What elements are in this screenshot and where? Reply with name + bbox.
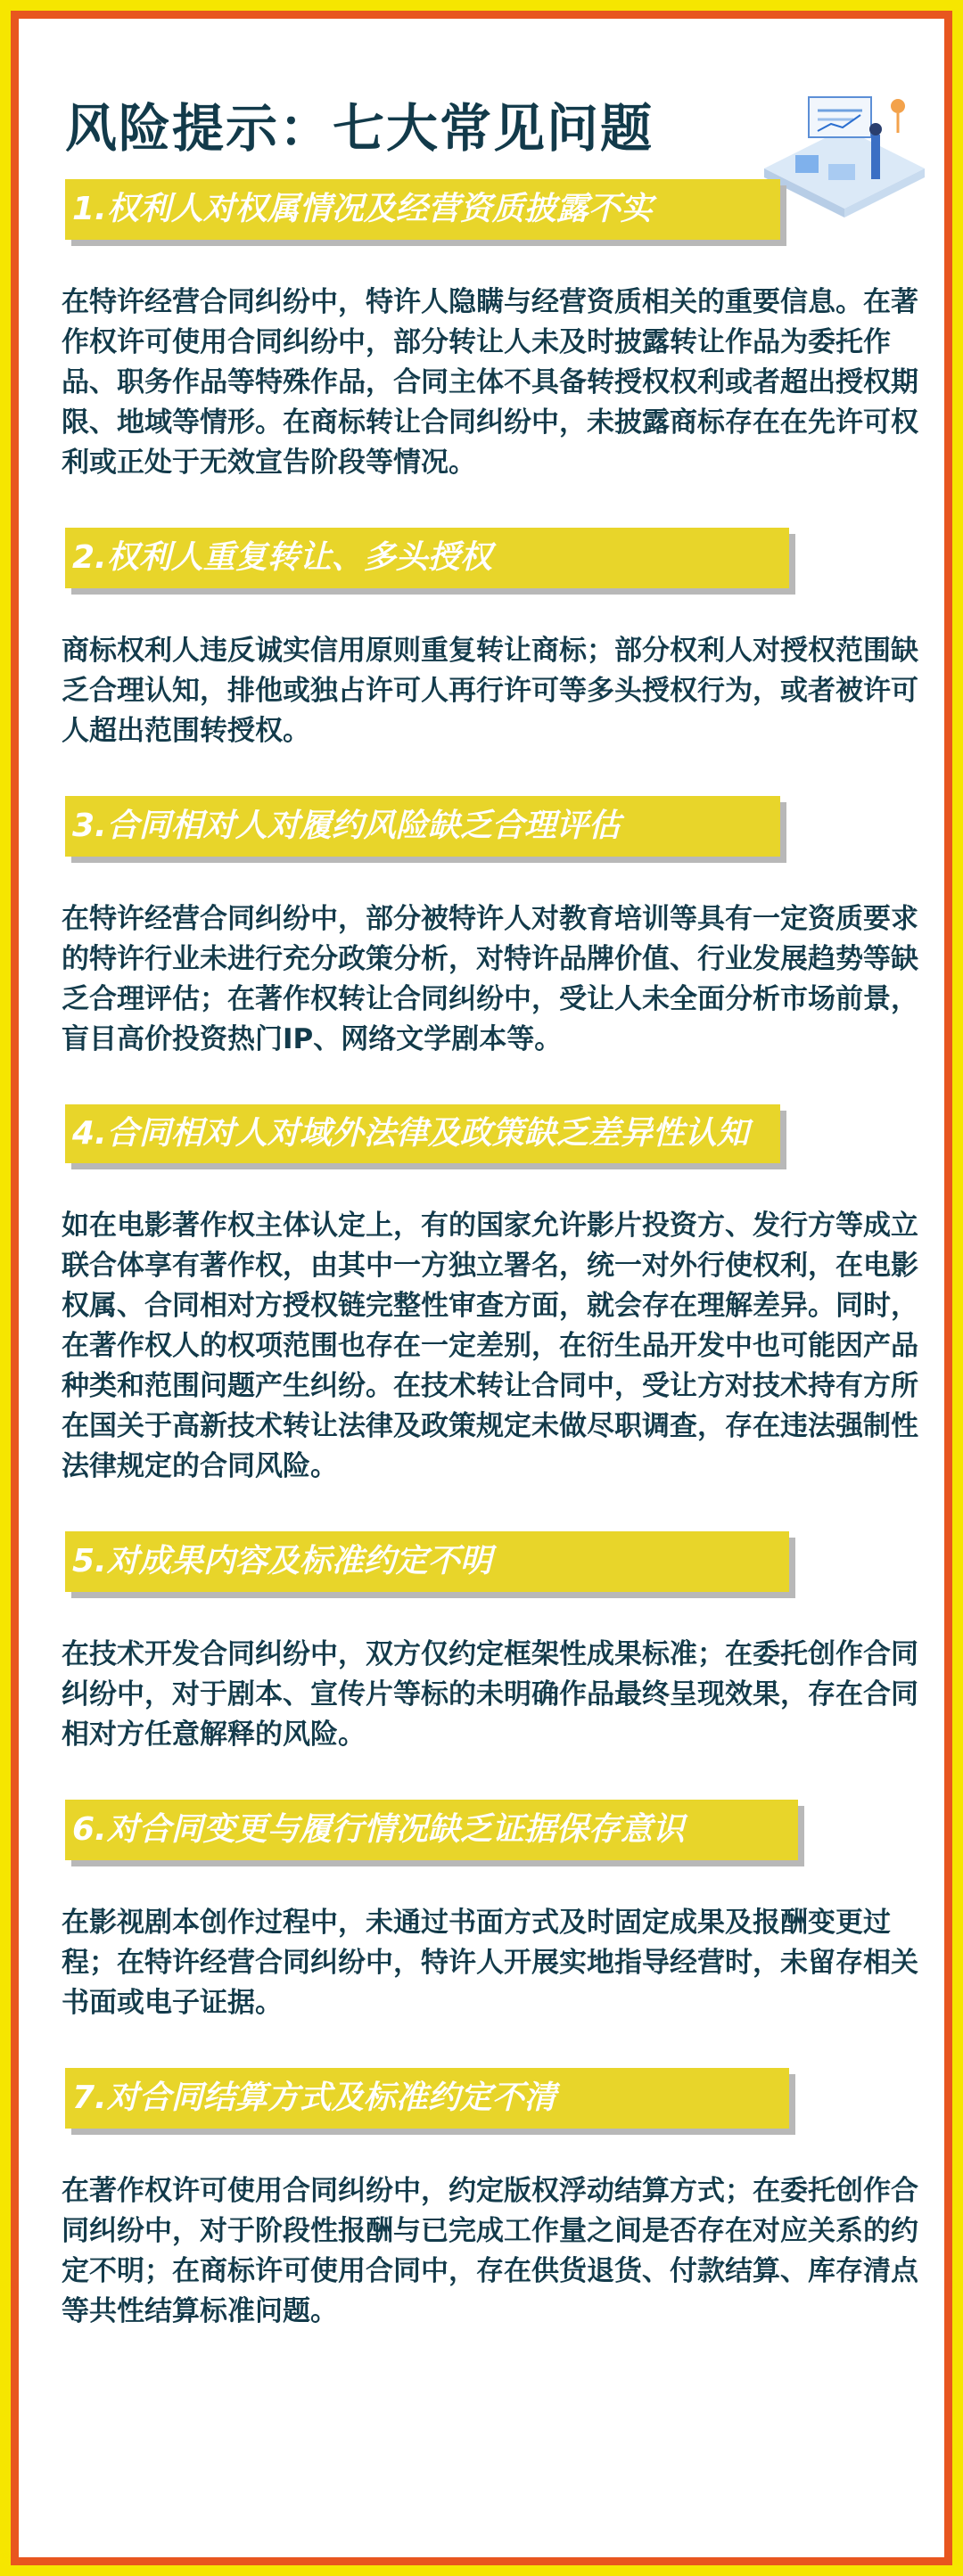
section-text-7: 在著作权许可使用合同纠纷中，约定版权浮动结算方式；在委托创作合同纠纷中，对于阶段性报酬与已完成工作量之间是否存在对应关系的约定不明；在商标许可使用合同中，存在供货退货、付款结算、库存清点等共性结算标准问题。	[62, 2175, 918, 2327]
section-text-6: 在影视剧本创作过程中，未通过书面方式及时固定成果及报酬变更过程；在特许经营合同纠纷中，特许人开展实地指导经营时，未留存相关书面或电子证据。	[62, 1907, 918, 2019]
section-text-5: 在技术开发合同纠纷中，双方仅约定框架性成果标准；在委托创作合同纠纷中，对于剧本、宣传片等标的未明确作品最终呈现效果，存在合同相对方任意解释的风险。	[62, 1638, 918, 1751]
section-heading-3: 3.合同相对人对履约风险缺乏合理评估	[65, 796, 780, 857]
page-title: 风险提示：七大常见问题	[65, 98, 654, 159]
section-heading-1: 1.权利人对权属情况及经营资质披露不实	[65, 179, 780, 240]
section-text-4: 如在电影著作权主体认定上，有的国家允许影片投资方、发行方等成立联合体享有著作权，由其中一方独立署名，统一对外行使权利，在电影权属、合同相对方授权链完整性审查方面，就会存在理解差异。同时，在著作权人的权项范围也存在一定差别，在衍生品开发中也可能因产品种类和范围问题产生纠纷。在技术转让合同中，受让方对技术持有方所在国关于高新技术转让法律及政策规定未做尽职调查，存在违法强制性法律规定的合同风险。	[62, 1210, 918, 1482]
section-heading-5: 5.对成果内容及标准约定不明	[65, 1531, 789, 1592]
content-border	[11, 11, 952, 2565]
section-heading-6: 6.对合同变更与履行情况缺乏证据保存意识	[65, 1800, 798, 1860]
section-text-3: 在特许经营合同纠纷中，部分被特许人对教育培训等具有一定资质要求的特许行业未进行充分政策分析，对特许品牌价值、行业发展趋势等缺乏合理评估；在著作权转让合同纠纷中，受让人未全面分析市场前景，盲目高价投资热门IP、网络文学剧本等。	[62, 903, 918, 1055]
section-heading-7: 7.对合同结算方式及标准约定不清	[65, 2068, 789, 2129]
section-text-1: 在特许经营合同纠纷中，特许人隐瞒与经营资质相关的重要信息。在著作权许可使用合同纠纷中，部分转让人未及时披露转让作品为委托作品、职务作品等特殊作品，合同主体不具备转授权权利或者超出授权期限、地域等情形。在商标转让合同纠纷中，未披露商标存在在先许可权利或正处于无效宣告阶段等情况。	[62, 286, 918, 479]
section-text-2: 商标权利人违反诚实信用原则重复转让商标；部分权利人对授权范围缺乏合理认知，排他或独占许可人再行许可等多头授权行为，或者被许可人超出范围转授权。	[62, 635, 918, 747]
content	[45, 35, 928, 2332]
section-heading-4: 4.合同相对人对域外法律及政策缺乏差异性认知	[65, 1104, 780, 1163]
section-heading-2: 2.权利人重复转让、多头授权	[65, 528, 789, 588]
